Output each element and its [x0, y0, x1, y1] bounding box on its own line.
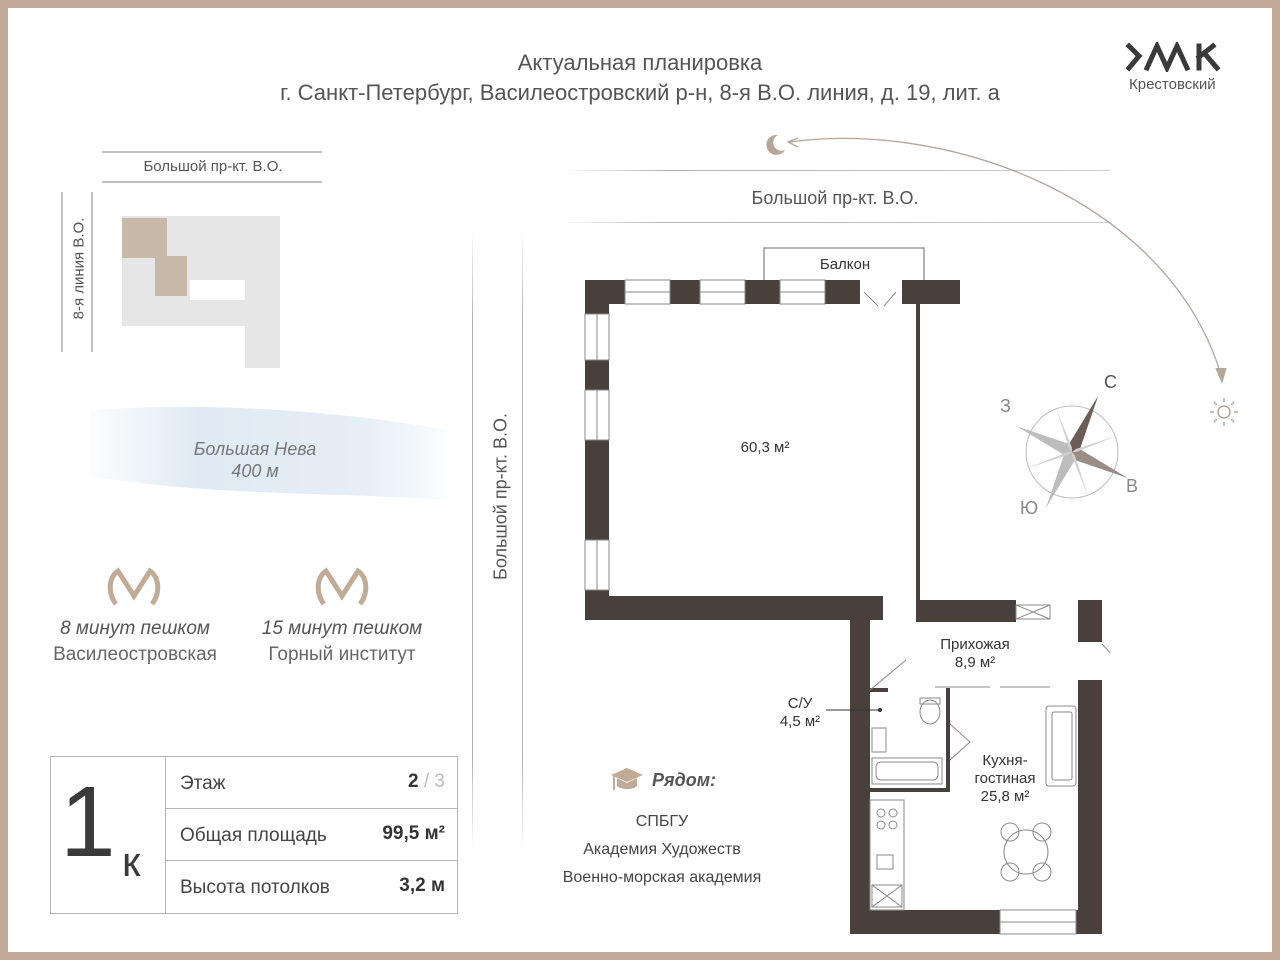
metro-icon	[314, 566, 370, 606]
rooms-suffix: к	[122, 838, 141, 885]
page-title: Актуальная планировка	[517, 50, 763, 75]
floor-plan	[580, 240, 1110, 940]
river-label	[160, 438, 350, 482]
floor-total: 3	[434, 771, 445, 792]
mini-map-street-side: 8-я линия В.О.	[70, 217, 88, 320]
brand-logo	[1125, 42, 1237, 93]
floor-value-group	[408, 771, 445, 793]
compass-s: Ю	[1020, 498, 1039, 518]
compass-n: С	[1104, 372, 1117, 392]
area-value: 99,5 м²	[382, 823, 445, 844]
nearby-item: Военно-морская академия	[562, 869, 762, 886]
hall-name: Прихожая	[940, 636, 1010, 653]
hall-area: 8,9 м²	[954, 654, 996, 671]
floor-separator: /	[418, 771, 435, 792]
main-room-area: 60,3 м²	[740, 439, 790, 456]
balcony-label: Балкон	[819, 256, 871, 273]
kitchen-name-1: Кухня-	[982, 752, 1028, 769]
nearby-item: СПБГУ	[635, 813, 689, 830]
kitchen-area: 25,8 м²	[980, 788, 1030, 805]
brand-logo-icon	[1125, 42, 1233, 72]
brand-name: Крестовский	[1129, 76, 1216, 93]
sun-icon	[1208, 396, 1240, 428]
street-top-label: Большой пр-кт. В.О.	[751, 188, 919, 208]
wc-area: 4,5 м²	[779, 713, 821, 730]
kitchen-name-2: гостиная	[974, 770, 1036, 787]
metro-time-2: 15 минут пешком	[261, 618, 423, 639]
river-distance: 400 м	[231, 461, 279, 481]
floor-label: Этаж	[180, 773, 226, 794]
compass-e: В	[1126, 476, 1139, 496]
floor-row	[165, 757, 457, 809]
moon-icon	[762, 132, 788, 158]
metro-icon	[106, 566, 162, 606]
wc-name: С/У	[787, 695, 813, 712]
metro-station-1: Василеостровская	[53, 644, 217, 665]
address: г. Санкт-Петербург, Василеостровский р-н, 8-я В.О. линия, д. 19, лит. а	[280, 80, 1000, 105]
floor-value: 2	[408, 771, 419, 792]
nearby-item: Академия Художеств	[583, 841, 741, 858]
nearby-title: Рядом:	[652, 770, 717, 790]
river-name: Большая Нева	[193, 439, 317, 459]
metro-station-2: Горный институт	[268, 644, 416, 665]
height-label: Высота потолков	[180, 877, 330, 898]
metro-time-1: 8 минут пешком	[60, 618, 210, 639]
height-row	[165, 861, 457, 913]
compass-w: З	[1000, 396, 1011, 416]
area-label: Общая площадь	[180, 825, 327, 846]
rooms-count: 1	[60, 766, 116, 878]
mini-map	[50, 140, 350, 380]
mini-map-street-top: Большой пр-кт. В.О.	[143, 158, 283, 175]
height-value: 3,2 м	[399, 875, 445, 896]
area-row	[165, 809, 457, 861]
street-left-label: Большой пр-кт. В.О.	[490, 413, 511, 580]
